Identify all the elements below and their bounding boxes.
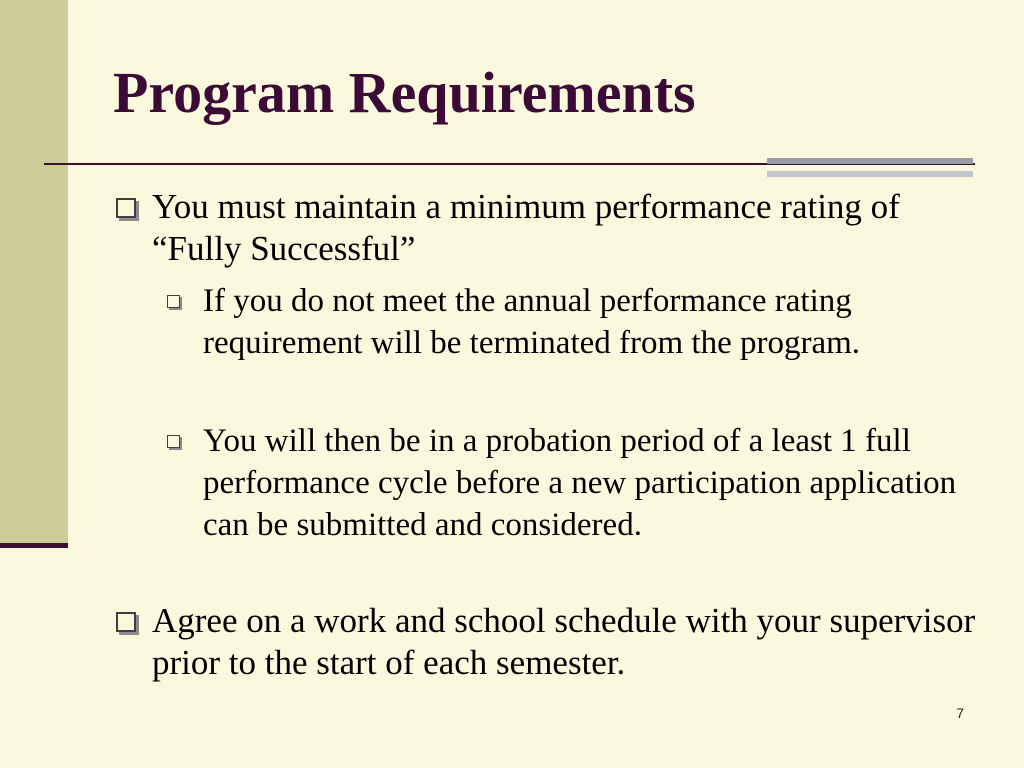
sub-bullet-text: You will then be in a probation period of a least 1 full performance cycle before a new participation application can be submitted and considered. <box>203 423 957 543</box>
sub-bullet-item <box>203 280 973 364</box>
page-number: 7 <box>956 705 964 721</box>
hollow-square-bullet-icon <box>116 612 136 632</box>
bullet-text: Agree on a work and school schedule with your supervisor prior to the start of each semester. <box>152 601 976 682</box>
sub-bullet-item <box>203 420 973 546</box>
hollow-square-bullet-icon <box>167 435 180 448</box>
sub-bullet-text: If you do not meet the annual performance rating requirement will be terminated from the program. <box>203 283 861 361</box>
hollow-square-bullet-icon <box>167 295 180 308</box>
bullet-item <box>152 186 982 270</box>
bullet-item <box>152 600 982 684</box>
hollow-square-bullet-icon <box>116 198 136 218</box>
bullet-text: You must maintain a minimum performance rating of “Fully Successful” <box>152 187 900 268</box>
slide-title: Program Requirements <box>113 60 696 125</box>
